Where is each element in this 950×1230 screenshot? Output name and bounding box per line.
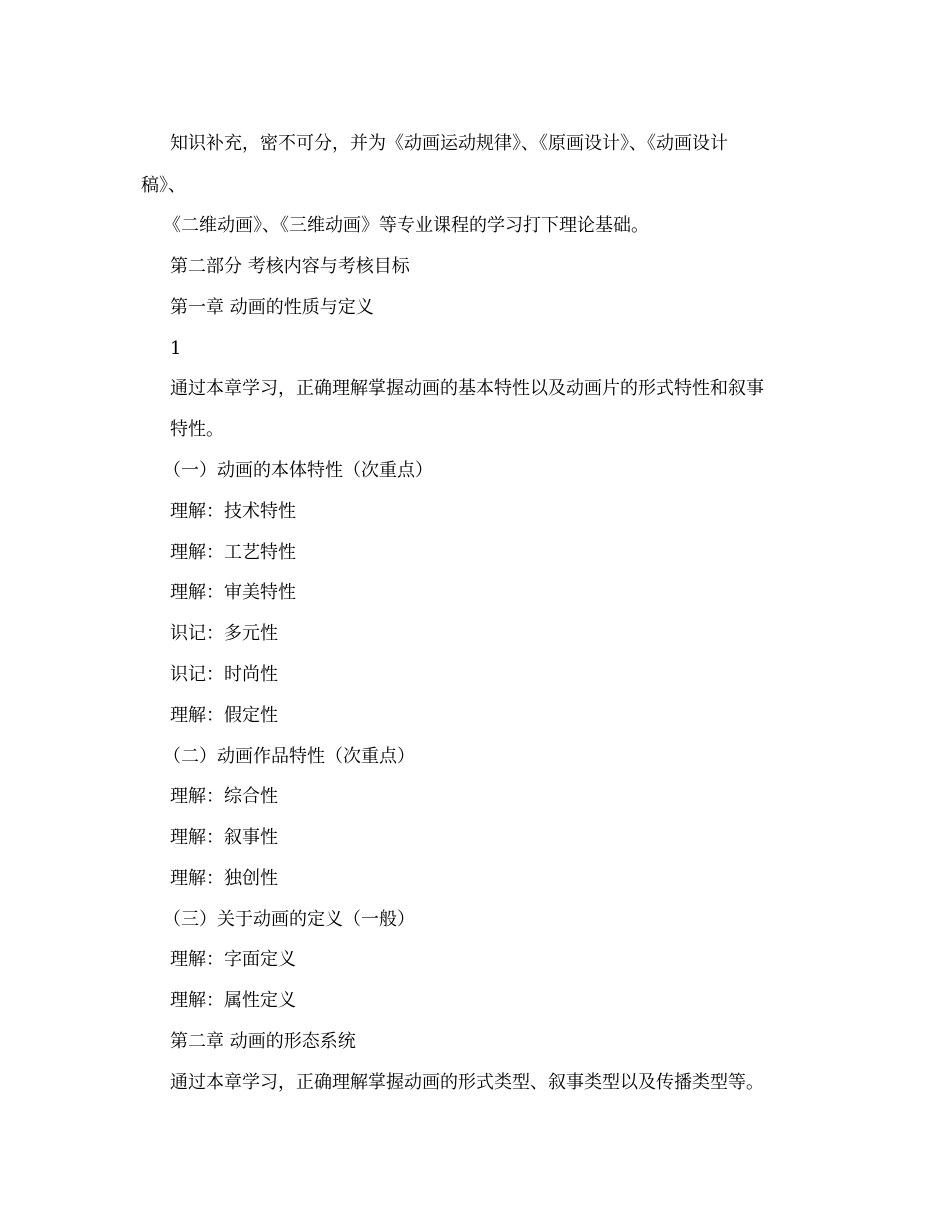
paragraph-line: 稿》、 xyxy=(141,175,186,196)
paragraph-line: 知识补充，密不可分，并为《动画运动规律》、《原画设计》、《动画设计 xyxy=(170,133,728,154)
subsection-heading: （三）关于动画的定义（一般） xyxy=(163,909,415,930)
list-item: 理解：字面定义 xyxy=(170,949,296,970)
list-item: 理解：假定性 xyxy=(170,705,278,726)
page-number: 1 xyxy=(170,338,182,359)
list-item: 理解：叙事性 xyxy=(170,827,278,848)
paragraph-line: 通过本章学习，正确理解掌握动画的形式类型、叙事类型以及传播类型等。 xyxy=(170,1072,764,1093)
section-heading: 第二部分 考核内容与考核目标 xyxy=(170,256,410,277)
subsection-heading: （一）动画的本体特性（次重点） xyxy=(163,460,433,481)
list-item: 理解：审美特性 xyxy=(170,582,296,603)
list-item: 理解：工艺特性 xyxy=(170,542,296,563)
paragraph-line: 通过本章学习，正确理解掌握动画的基本特性以及动画片的形式特性和叙事 xyxy=(170,378,764,399)
chapter-heading: 第一章 动画的性质与定义 xyxy=(170,297,374,318)
paragraph-line: 特性。 xyxy=(170,419,224,440)
list-item: 识记：多元性 xyxy=(170,623,278,644)
list-item: 理解：独创性 xyxy=(170,868,278,889)
list-item: 识记：时尚性 xyxy=(170,664,278,685)
subsection-heading: （二）动画作品特性（次重点） xyxy=(163,746,415,767)
chapter-heading: 第二章 动画的形态系统 xyxy=(170,1031,356,1052)
list-item: 理解：属性定义 xyxy=(170,990,296,1011)
list-item: 理解：技术特性 xyxy=(170,501,296,522)
list-item: 理解：综合性 xyxy=(170,786,278,807)
paragraph-line: 《二维动画》、《三维动画》等专业课程的学习打下理论基础。 xyxy=(163,215,649,236)
